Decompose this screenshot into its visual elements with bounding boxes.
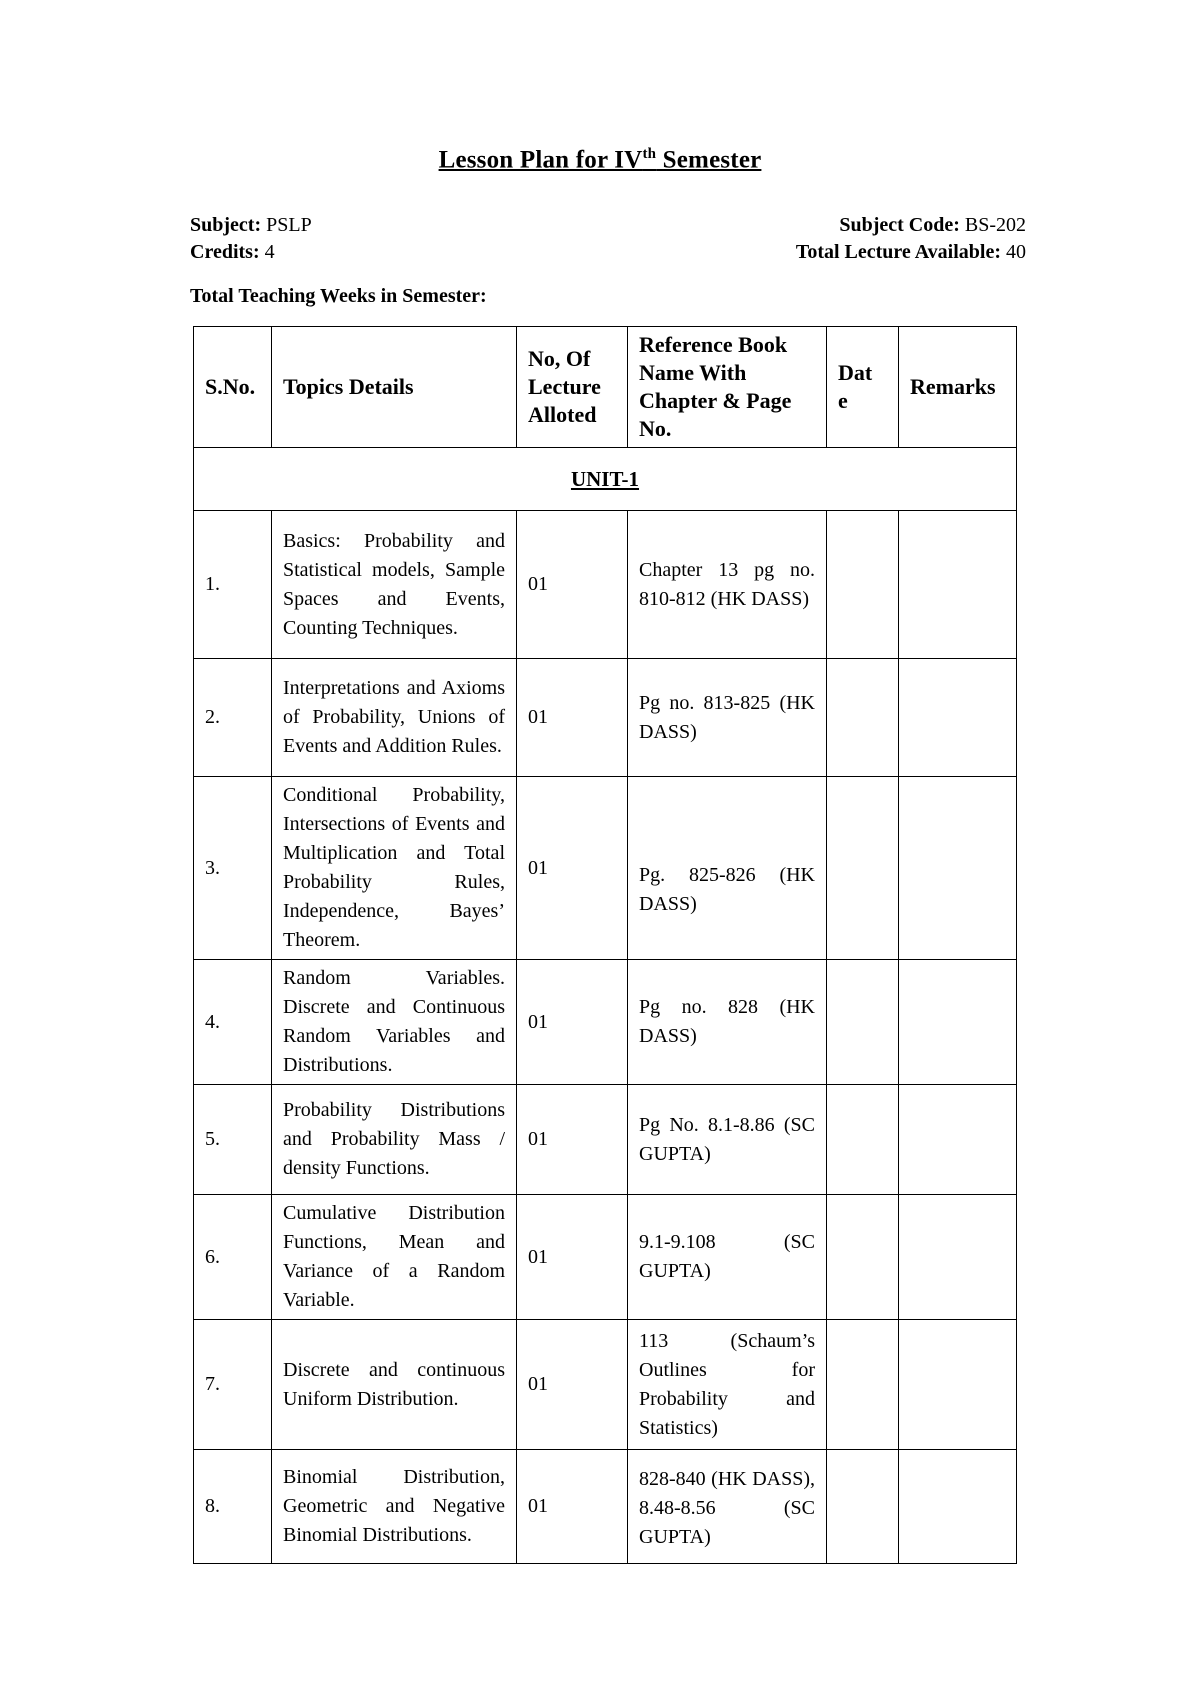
row-reference: Pg. 825-826 (HK DASS) <box>628 777 827 960</box>
row-reference: 113 (Schaum’s Outlines for Probability and Statistics) <box>628 1320 827 1450</box>
row-lectures: 01 <box>517 960 628 1085</box>
subject-line <box>190 214 312 237</box>
header-date: Dat e <box>827 327 899 448</box>
row-sno: 6. <box>194 1195 272 1320</box>
teaching-weeks-label: Total Teaching Weeks in Semester: <box>190 285 487 307</box>
row-date <box>827 511 899 659</box>
row-sno: 3. <box>194 777 272 960</box>
row-sno: 4. <box>194 960 272 1085</box>
row-reference: Pg no. 828 (HK DASS) <box>628 960 827 1085</box>
row-date <box>827 1085 899 1195</box>
row-remarks <box>899 1195 1017 1320</box>
title-tail: Semester <box>656 146 762 174</box>
row-date <box>827 1450 899 1564</box>
subject-label: Subject: <box>190 214 262 236</box>
row-topic: Cumulative Distribution Functions, Mean and Variance of a Random Variable. <box>272 1195 517 1320</box>
row-topic: Probability Distributions and Probability Mass / density Functions. <box>272 1085 517 1195</box>
row-sno: 5. <box>194 1085 272 1195</box>
header-remarks: Remarks <box>899 327 1017 448</box>
row-sno: 7. <box>194 1320 272 1450</box>
row-sno: 2. <box>194 659 272 777</box>
row-topic: Interpretations and Axioms of Probability, Unions of Events and Addition Rules. <box>272 659 517 777</box>
total-lecture-label: Total Lecture Available: <box>795 241 1001 263</box>
table-row <box>194 777 1017 960</box>
credits-value: 4 <box>259 241 275 263</box>
row-topic: Conditional Probability, Intersections of Events and Multiplication and Total Probability Rules, Independence, Bayes’ Theorem. <box>272 777 517 960</box>
teaching-weeks-line <box>190 285 487 308</box>
row-remarks <box>899 1450 1017 1564</box>
title-main: Lesson Plan for IV <box>438 146 643 174</box>
row-reference: Chapter 13 pg no. 810-812 (HK DASS) <box>628 511 827 659</box>
total-lecture-line <box>796 241 1026 264</box>
credits-label: Credits: <box>190 241 260 263</box>
row-reference: 828-840 (HK DASS), 8.48-8.56 (SC GUPTA) <box>628 1450 827 1564</box>
credits-line <box>190 241 275 264</box>
header-reference: Reference Book Name With Chapter & Page No. <box>628 327 827 448</box>
page-title <box>0 146 1200 174</box>
header-topics: Topics Details <box>272 327 517 448</box>
row-lectures: 01 <box>517 1195 628 1320</box>
row-date <box>827 659 899 777</box>
row-sno: 1. <box>194 511 272 659</box>
row-remarks <box>899 659 1017 777</box>
row-remarks <box>899 777 1017 960</box>
row-reference: 9.1-9.108 (SC GUPTA) <box>628 1195 827 1320</box>
subject-value: PSLP <box>261 214 312 236</box>
row-date <box>827 1195 899 1320</box>
subject-code-line <box>839 214 1026 237</box>
unit-heading: UNIT-1 <box>194 448 1017 511</box>
row-remarks <box>899 960 1017 1085</box>
row-sno: 8. <box>194 1450 272 1564</box>
row-remarks <box>899 511 1017 659</box>
title-superscript: th <box>642 146 657 162</box>
row-lectures: 01 <box>517 1085 628 1195</box>
row-lectures: 01 <box>517 1450 628 1564</box>
table-row <box>194 511 1017 659</box>
row-lectures: 01 <box>517 659 628 777</box>
table-header-row <box>194 327 1017 448</box>
table-row <box>194 1320 1017 1450</box>
table-row <box>194 1085 1017 1195</box>
row-topic: Binomial Distribution, Geometric and Negative Binomial Distributions. <box>272 1450 517 1564</box>
lesson-plan-table <box>193 326 1017 1564</box>
row-date <box>827 777 899 960</box>
row-topic: Random Variables. Discrete and Continuous Random Variables and Distributions. <box>272 960 517 1085</box>
total-lecture-value: 40 <box>1001 241 1026 263</box>
header-sno: S.No. <box>194 327 272 448</box>
subject-code-value: BS-202 <box>959 214 1026 236</box>
row-lectures: 01 <box>517 1320 628 1450</box>
table-row <box>194 1450 1017 1564</box>
table-row <box>194 1195 1017 1320</box>
table-row <box>194 960 1017 1085</box>
row-remarks <box>899 1085 1017 1195</box>
unit-row <box>194 448 1017 511</box>
row-topic: Discrete and continuous Uniform Distribution. <box>272 1320 517 1450</box>
row-lectures: 01 <box>517 777 628 960</box>
row-reference: Pg no. 813-825 (HK DASS) <box>628 659 827 777</box>
row-date <box>827 960 899 1085</box>
row-reference: Pg No. 8.1-8.86 (SC GUPTA) <box>628 1085 827 1195</box>
row-date <box>827 1320 899 1450</box>
header-lectures: No, Of Lecture Alloted <box>517 327 628 448</box>
subject-code-label: Subject Code: <box>839 214 960 236</box>
row-remarks <box>899 1320 1017 1450</box>
table-row <box>194 659 1017 777</box>
row-topic: Basics: Probability and Statistical models, Sample Spaces and Events, Counting Techniques. <box>272 511 517 659</box>
row-lectures: 01 <box>517 511 628 659</box>
